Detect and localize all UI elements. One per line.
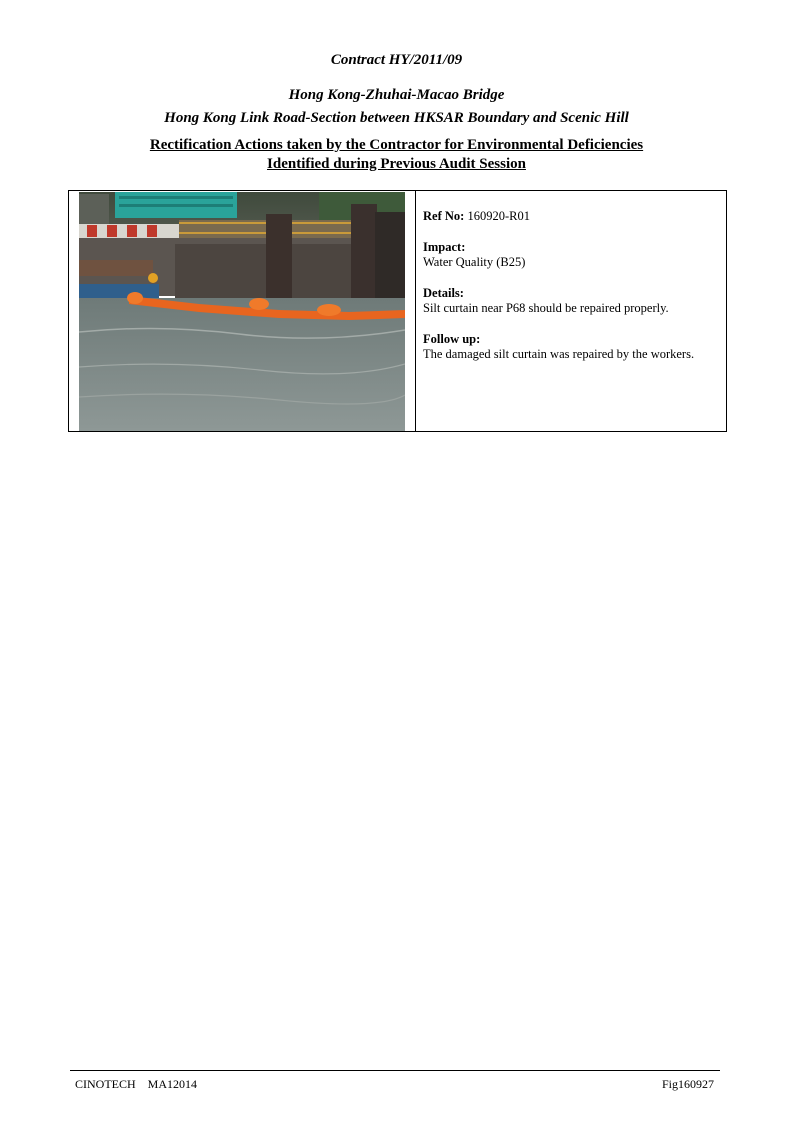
footer-divider: [70, 1070, 720, 1071]
ref-no-value: 160920-R01: [467, 209, 530, 223]
contract-number: Contract HY/2011/09: [330, 52, 463, 68]
record-details: [423, 209, 723, 378]
followup-value: The damaged silt curtain was repaired by the workers.: [423, 347, 695, 361]
photo-cell: [69, 191, 416, 431]
section-heading-line1: Rectification Actions taken by the Contractor for Environmental Deficiencies: [149, 137, 644, 153]
followup-block: [423, 332, 723, 362]
details-block: [423, 286, 723, 316]
site-photo: [79, 192, 405, 431]
section-heading: [0, 136, 793, 174]
project-title-line2: Hong Kong Link Road-Section between HKSAR Boundary and Scenic Hill: [164, 110, 629, 126]
footer-report-ref: MA12014: [147, 1077, 198, 1091]
project-title: [0, 84, 793, 130]
footer-company: [75, 1077, 197, 1092]
impact-block: [423, 240, 723, 270]
footer-company-name: CINOTECH: [75, 1077, 136, 1091]
section-heading-line2: Identified during Previous Audit Session: [267, 156, 526, 172]
ref-no-label: Ref No:: [423, 209, 465, 223]
project-title-line1: Hong Kong-Zhuhai-Macao Bridge: [288, 87, 505, 103]
footer-figure-number: Fig160927: [661, 1077, 714, 1091]
impact-label: Impact:: [423, 240, 466, 254]
ref-no-block: [423, 209, 723, 224]
followup-label: Follow up:: [423, 332, 481, 346]
rectification-record-table: [68, 190, 727, 432]
impact-value: Water Quality (B25): [423, 255, 526, 269]
details-label: Details:: [423, 286, 464, 300]
details-value: Silt curtain near P68 should be repaired properly.: [423, 301, 669, 315]
